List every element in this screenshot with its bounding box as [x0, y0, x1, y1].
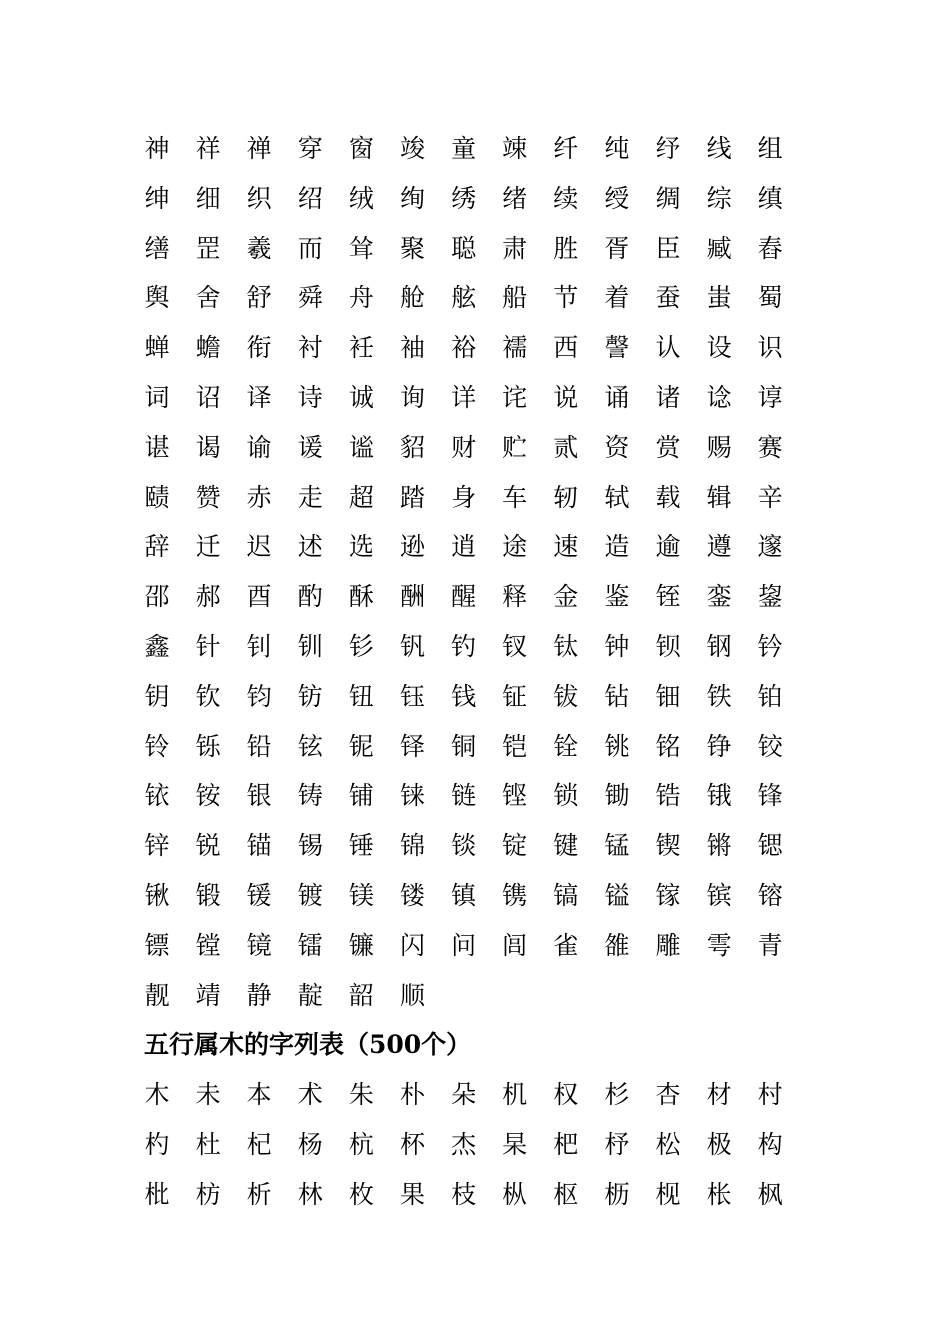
character-cell: 杏: [655, 1080, 681, 1109]
character-cell: 衬: [297, 333, 323, 363]
character-cell: 绅: [144, 183, 170, 213]
character-cell: 铂: [757, 681, 783, 711]
character-cell: 线: [706, 134, 732, 163]
character-cell: 杨: [297, 1129, 323, 1159]
character-cell: 诚: [348, 382, 374, 412]
character-cell: 续: [553, 183, 579, 213]
character-cell: 钏: [297, 631, 323, 661]
character-cell: 钐: [348, 631, 374, 661]
character-cell: 神: [144, 134, 170, 163]
character-row: [0, 781, 950, 831]
character-cell: 闾: [502, 930, 528, 960]
character-cell: 锐: [195, 831, 221, 861]
character-cell: 绣: [451, 183, 477, 213]
character-cell: 禅: [246, 134, 272, 163]
character-cell: 辞: [144, 532, 170, 562]
character-row: [0, 184, 950, 234]
character-cell: 雒: [604, 930, 630, 960]
character-cell: 舆: [144, 283, 170, 313]
section-heading-wood: 五行属木的字列表（500个）: [144, 1030, 472, 1059]
character-row: [0, 931, 950, 981]
character-row: [0, 582, 950, 632]
character-cell: 枋: [195, 1179, 221, 1209]
character-cell: 钤: [757, 631, 783, 661]
character-cell: 舟: [348, 283, 374, 313]
character-cell: 枢: [553, 1179, 579, 1209]
character-cell: 谧: [348, 432, 374, 462]
character-cell: 锋: [757, 781, 783, 811]
character-cell: 杉: [604, 1080, 630, 1109]
character-cell: 银: [246, 781, 272, 811]
character-cell: 钥: [144, 681, 170, 711]
character-cell: 绪: [502, 183, 528, 213]
character-cell: 锬: [451, 831, 477, 861]
character-cell: 绶: [604, 183, 630, 213]
character-cell: 权: [553, 1080, 579, 1109]
character-cell: 舱: [399, 283, 425, 313]
character-cell: 鉴: [604, 582, 630, 612]
character-cell: 杓: [144, 1129, 170, 1159]
character-row: [0, 981, 950, 1031]
character-cell: 锲: [655, 831, 681, 861]
character-cell: 诵: [604, 382, 630, 412]
character-cell: 迟: [246, 532, 272, 562]
character-cell: 析: [246, 1179, 272, 1209]
character-cell: 铉: [297, 731, 323, 761]
character-cell: 而: [297, 233, 323, 263]
character-cell: 襦: [502, 333, 528, 363]
character-cell: 邃: [757, 532, 783, 562]
character-cell: 锄: [604, 781, 630, 811]
character-cell: 钗: [502, 631, 528, 661]
character-cell: 钲: [502, 681, 528, 711]
character-cell: 铿: [502, 781, 528, 811]
character-cell: 铼: [399, 781, 425, 811]
character-row: [0, 632, 950, 682]
character-cell: 超: [348, 482, 374, 512]
character-cell: 组: [757, 134, 783, 163]
character-cell: 诗: [297, 382, 323, 412]
character-cell: 赛: [757, 432, 783, 462]
character-cell: 谂: [706, 382, 732, 412]
character-cell: 羲: [246, 233, 272, 263]
character-cell: 謦: [604, 333, 630, 363]
character-cell: 谖: [297, 432, 323, 462]
character-cell: 问: [451, 930, 477, 960]
character-cell: 钓: [451, 631, 477, 661]
character-cell: 逍: [451, 532, 477, 562]
character-cell: 锤: [348, 831, 374, 861]
character-cell: 铠: [502, 731, 528, 761]
character-cell: 询: [399, 382, 425, 412]
character-cell: 逾: [655, 532, 681, 562]
character-cell: 赜: [144, 482, 170, 512]
character-cell: 锇: [706, 781, 732, 811]
character-cell: 铰: [757, 731, 783, 761]
character-cell: 钻: [604, 681, 630, 711]
character-row: [0, 682, 950, 732]
character-cell: 穿: [297, 134, 323, 163]
character-cell: 节: [553, 283, 579, 313]
character-cell: 钦: [195, 681, 221, 711]
character-cell: 贮: [502, 432, 528, 462]
character-cell: 舍: [195, 283, 221, 313]
character-cell: 舜: [297, 283, 323, 313]
character-cell: 释: [502, 582, 528, 612]
character-cell: 靛: [297, 980, 323, 1010]
character-cell: 雀: [553, 930, 579, 960]
character-cell: 金: [553, 582, 579, 612]
character-grid-previous-section: [0, 134, 950, 1030]
character-cell: 杯: [399, 1129, 425, 1159]
character-cell: 迁: [195, 532, 221, 562]
character-cell: 辑: [706, 482, 732, 512]
character-cell: 镁: [348, 880, 374, 910]
character-cell: 锰: [604, 831, 630, 861]
character-cell: 遵: [706, 532, 732, 562]
character-cell: 针: [195, 631, 221, 661]
character-cell: 杰: [451, 1129, 477, 1159]
character-cell: 钟: [604, 631, 630, 661]
character-cell: 钰: [399, 681, 425, 711]
character-cell: 杼: [604, 1129, 630, 1159]
character-cell: 郝: [195, 582, 221, 612]
character-row: [0, 831, 950, 881]
character-cell: 绒: [348, 183, 374, 213]
character-cell: 诧: [502, 382, 528, 412]
character-cell: 机: [502, 1080, 528, 1109]
character-cell: 顺: [399, 980, 425, 1010]
character-cell: 钛: [553, 631, 579, 661]
character-cell: 踏: [399, 482, 425, 512]
character-cell: 裕: [451, 333, 477, 363]
character-cell: 赤: [246, 482, 272, 512]
character-row: [0, 283, 950, 333]
character-cell: 蚩: [706, 283, 732, 313]
character-cell: 铮: [706, 731, 732, 761]
character-cell: 身: [451, 482, 477, 512]
character-cell: 选: [348, 532, 374, 562]
character-cell: 谌: [144, 432, 170, 462]
character-cell: 诸: [655, 382, 681, 412]
character-cell: 铄: [195, 731, 221, 761]
character-cell: 杷: [553, 1129, 579, 1159]
character-grid-wood-section: [0, 1080, 950, 1229]
character-cell: 臧: [706, 233, 732, 263]
character-cell: 锹: [144, 880, 170, 910]
character-row: [0, 1080, 950, 1130]
character-cell: 资: [604, 432, 630, 462]
character-cell: 速: [553, 532, 579, 562]
character-row: [0, 732, 950, 782]
character-cell: 锁: [553, 781, 579, 811]
character-cell: 绚: [399, 183, 425, 213]
character-cell: 醒: [451, 582, 477, 612]
character-cell: 酬: [399, 582, 425, 612]
character-cell: 聚: [399, 233, 425, 263]
character-cell: 词: [144, 382, 170, 412]
character-cell: 锦: [399, 831, 425, 861]
character-cell: 铃: [144, 731, 170, 761]
character-cell: 赞: [195, 482, 221, 512]
character-cell: 胜: [553, 233, 579, 263]
character-cell: 铌: [348, 731, 374, 761]
character-cell: 枇: [144, 1179, 170, 1209]
character-cell: 聪: [451, 233, 477, 263]
character-cell: 臣: [655, 233, 681, 263]
character-cell: 竣: [399, 134, 425, 163]
character-cell: 袖: [399, 333, 425, 363]
character-row: [0, 134, 950, 184]
character-cell: 雕: [655, 930, 681, 960]
character-cell: 林: [297, 1179, 323, 1209]
character-cell: 窗: [348, 134, 374, 163]
character-cell: 逊: [399, 532, 425, 562]
character-cell: 镰: [348, 930, 374, 960]
character-cell: 枚: [348, 1179, 374, 1209]
character-cell: 谆: [757, 382, 783, 412]
character-cell: 纾: [655, 134, 681, 163]
character-cell: 镇: [451, 880, 477, 910]
character-cell: 钒: [399, 631, 425, 661]
character-cell: 诏: [195, 382, 221, 412]
character-cell: 镐: [553, 880, 579, 910]
character-cell: 钹: [553, 681, 579, 711]
character-cell: 酥: [348, 582, 374, 612]
character-cell: 蜀: [757, 283, 783, 313]
character-cell: 途: [502, 532, 528, 562]
character-cell: 青: [757, 930, 783, 960]
character-cell: 铜: [451, 731, 477, 761]
character-cell: 铚: [655, 582, 681, 612]
character-cell: 辛: [757, 482, 783, 512]
character-cell: 杞: [246, 1129, 272, 1159]
character-row: [0, 881, 950, 931]
character-cell: 韶: [348, 980, 374, 1010]
character-cell: 极: [706, 1129, 732, 1159]
character-cell: 蚕: [655, 283, 681, 313]
character-cell: 朱: [348, 1080, 374, 1109]
character-cell: 蟾: [195, 333, 221, 363]
character-cell: 构: [757, 1129, 783, 1159]
character-cell: 钫: [297, 681, 323, 711]
character-cell: 缜: [757, 183, 783, 213]
character-cell: 枨: [706, 1179, 732, 1209]
character-cell: 铸: [297, 781, 323, 811]
character-cell: 赐: [706, 432, 732, 462]
character-cell: 杲: [502, 1129, 528, 1159]
character-cell: 铨: [553, 731, 579, 761]
character-row: [0, 1130, 950, 1180]
character-cell: 罡: [195, 233, 221, 263]
character-cell: 镔: [706, 880, 732, 910]
character-cell: 缮: [144, 233, 170, 263]
character-cell: 钮: [348, 681, 374, 711]
character-cell: 竦: [502, 134, 528, 163]
character-cell: 松: [655, 1129, 681, 1159]
character-cell: 轼: [604, 482, 630, 512]
character-cell: 镂: [399, 880, 425, 910]
character-cell: 铅: [246, 731, 272, 761]
character-cell: 鋆: [757, 582, 783, 612]
character-cell: 锻: [195, 880, 221, 910]
character-cell: 材: [706, 1080, 732, 1109]
character-cell: 着: [604, 283, 630, 313]
character-cell: 锌: [144, 831, 170, 861]
character-cell: 锵: [706, 831, 732, 861]
character-cell: 舂: [757, 233, 783, 263]
character-row: [0, 383, 950, 433]
character-cell: 纯: [604, 134, 630, 163]
character-cell: 铫: [604, 731, 630, 761]
character-cell: 镌: [502, 880, 528, 910]
character-cell: 纤: [553, 134, 579, 163]
character-cell: 设: [706, 333, 732, 363]
character-cell: 雩: [706, 930, 732, 960]
character-cell: 静: [246, 980, 272, 1010]
character-cell: 舷: [451, 283, 477, 313]
character-cell: 钡: [655, 631, 681, 661]
character-cell: 锶: [757, 831, 783, 861]
character-cell: 朴: [399, 1080, 425, 1109]
character-cell: 造: [604, 532, 630, 562]
character-cell: 闪: [399, 930, 425, 960]
character-cell: 铭: [655, 731, 681, 761]
character-cell: 邵: [144, 582, 170, 612]
character-cell: 键: [553, 831, 579, 861]
character-cell: 镓: [655, 880, 681, 910]
character-row: [0, 1180, 950, 1230]
character-cell: 铎: [399, 731, 425, 761]
character-cell: 舒: [246, 283, 272, 313]
character-cell: 铵: [195, 781, 221, 811]
character-cell: 铱: [144, 781, 170, 811]
character-cell: 译: [246, 382, 272, 412]
character-cell: 本: [246, 1080, 272, 1109]
character-cell: 贰: [553, 432, 579, 462]
character-cell: 钱: [451, 681, 477, 711]
character-row: [0, 532, 950, 582]
character-cell: 童: [451, 134, 477, 163]
character-cell: 枥: [604, 1179, 630, 1209]
character-cell: 衽: [348, 333, 374, 363]
character-cell: 谕: [246, 432, 272, 462]
character-cell: 走: [297, 482, 323, 512]
character-cell: 船: [502, 283, 528, 313]
character-cell: 认: [655, 333, 681, 363]
character-cell: 衔: [246, 333, 272, 363]
character-cell: 镜: [246, 930, 272, 960]
character-cell: 未: [195, 1080, 221, 1109]
character-cell: 钧: [246, 681, 272, 711]
character-cell: 镖: [144, 930, 170, 960]
character-row: [0, 333, 950, 383]
character-cell: 朵: [451, 1080, 477, 1109]
character-cell: 西: [553, 333, 579, 363]
character-cell: 耸: [348, 233, 374, 263]
character-row: [0, 234, 950, 284]
character-cell: 鑫: [144, 631, 170, 661]
character-cell: 镒: [604, 880, 630, 910]
character-cell: 銮: [706, 582, 732, 612]
character-cell: 织: [246, 183, 272, 213]
character-cell: 说: [553, 382, 579, 412]
character-cell: 锾: [246, 880, 272, 910]
character-cell: 酉: [246, 582, 272, 612]
character-cell: 车: [502, 482, 528, 512]
character-cell: 锆: [655, 781, 681, 811]
character-cell: 肃: [502, 233, 528, 263]
character-cell: 细: [195, 183, 221, 213]
character-cell: 靖: [195, 980, 221, 1010]
character-cell: 锭: [502, 831, 528, 861]
character-cell: 识: [757, 333, 783, 363]
character-cell: 镀: [297, 880, 323, 910]
character-cell: 术: [297, 1080, 323, 1109]
character-cell: 枧: [655, 1179, 681, 1209]
character-cell: 枝: [451, 1179, 477, 1209]
character-cell: 镗: [195, 930, 221, 960]
character-cell: 果: [399, 1179, 425, 1209]
character-cell: 钿: [655, 681, 681, 711]
character-cell: 钢: [706, 631, 732, 661]
character-cell: 胥: [604, 233, 630, 263]
character-cell: 轫: [553, 482, 579, 512]
character-cell: 铁: [706, 681, 732, 711]
character-cell: 靓: [144, 980, 170, 1010]
character-cell: 枞: [502, 1179, 528, 1209]
character-cell: 谒: [195, 432, 221, 462]
character-cell: 绸: [655, 183, 681, 213]
character-row: [0, 483, 950, 533]
character-cell: 貂: [399, 432, 425, 462]
character-cell: 详: [451, 382, 477, 412]
character-cell: 杭: [348, 1129, 374, 1159]
character-cell: 赏: [655, 432, 681, 462]
character-cell: 蝉: [144, 333, 170, 363]
character-cell: 铺: [348, 781, 374, 811]
character-cell: 镭: [297, 930, 323, 960]
character-cell: 枫: [757, 1179, 783, 1209]
character-cell: 述: [297, 532, 323, 562]
character-cell: 村: [757, 1080, 783, 1109]
character-cell: 综: [706, 183, 732, 213]
character-cell: 酌: [297, 582, 323, 612]
character-cell: 杜: [195, 1129, 221, 1159]
character-cell: 锚: [246, 831, 272, 861]
character-row: [0, 433, 950, 483]
character-cell: 链: [451, 781, 477, 811]
character-cell: 绍: [297, 183, 323, 213]
character-cell: 祥: [195, 134, 221, 163]
character-cell: 锡: [297, 831, 323, 861]
character-cell: 财: [451, 432, 477, 462]
character-cell: 镕: [757, 880, 783, 910]
character-cell: 木: [144, 1080, 170, 1109]
character-cell: 钊: [246, 631, 272, 661]
character-cell: 载: [655, 482, 681, 512]
